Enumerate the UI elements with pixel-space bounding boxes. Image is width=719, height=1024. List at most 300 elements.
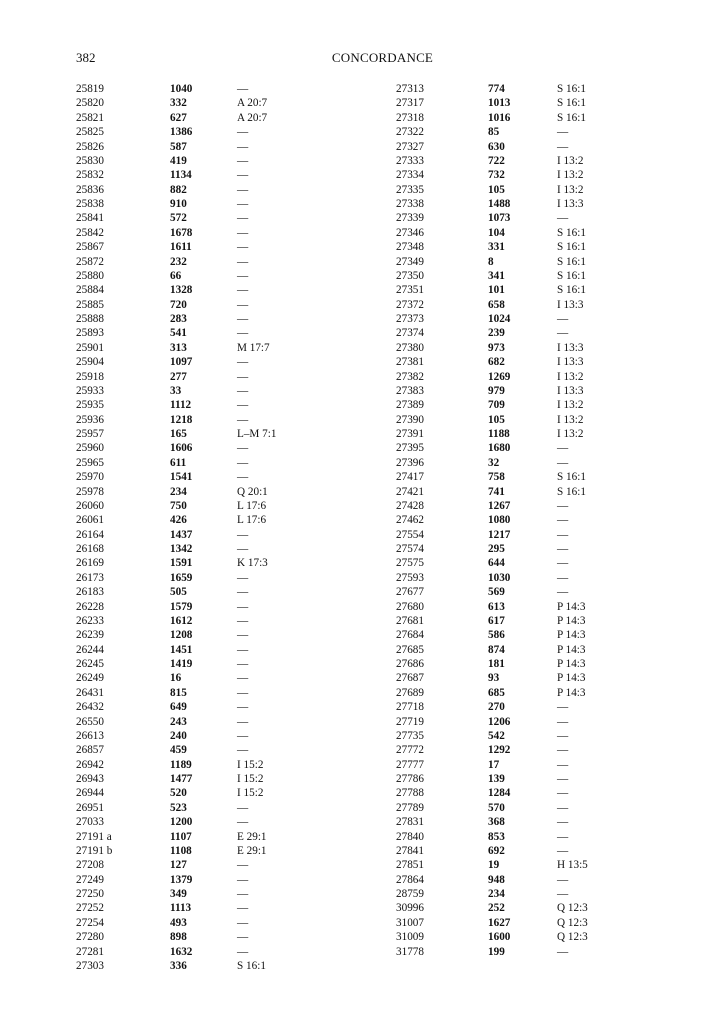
- entry-number: 587: [170, 140, 187, 153]
- reference: —: [237, 154, 249, 167]
- inventory-number: 26550: [76, 715, 104, 728]
- reference: —: [557, 816, 569, 829]
- entry-number: 853: [488, 830, 505, 843]
- entry-number: 1419: [170, 658, 193, 670]
- entry-number: 1284: [488, 787, 511, 800]
- inventory-number: 27349: [396, 255, 424, 268]
- inventory-number: 25888: [76, 313, 104, 325]
- reference: —: [557, 313, 569, 325]
- entry-number: 368: [488, 816, 505, 829]
- reference: S 16:1: [557, 471, 586, 484]
- entry-number: 1386: [170, 126, 193, 139]
- reference: P 14:3: [557, 658, 586, 670]
- entry-number: 1680: [488, 442, 511, 455]
- entry-number: 1678: [170, 226, 193, 239]
- inventory-number: 25838: [76, 198, 104, 210]
- entry-number: 979: [488, 384, 505, 397]
- inventory-number: 25842: [76, 226, 104, 239]
- inventory-number: 25884: [76, 284, 104, 297]
- entry-number: 1217: [488, 528, 511, 541]
- inventory-number: 27428: [396, 499, 424, 512]
- reference: P 14:3: [557, 600, 586, 613]
- inventory-number: 25901: [76, 341, 104, 354]
- reference: —: [237, 672, 249, 685]
- entry-number: 341: [488, 269, 505, 282]
- reference: —: [237, 902, 249, 915]
- entry-number: 774: [488, 83, 505, 95]
- entry-number: 709: [488, 399, 505, 412]
- entry-number: 105: [488, 183, 505, 196]
- entry-number: 973: [488, 341, 505, 354]
- entry-number: 1632: [170, 945, 193, 958]
- entry-number: 1267: [488, 499, 511, 512]
- entry-number: 252: [488, 902, 505, 915]
- entry-number: 630: [488, 140, 505, 153]
- inventory-number: 27840: [396, 830, 424, 843]
- entry-number: 732: [488, 169, 505, 182]
- reference: S 16:1: [557, 255, 586, 268]
- inventory-number: 27346: [396, 226, 424, 239]
- reference: —: [237, 370, 249, 383]
- inventory-number: 26944: [76, 787, 104, 800]
- entry-number: 692: [488, 844, 505, 857]
- reference: —: [557, 844, 569, 857]
- inventory-number: 27348: [396, 241, 424, 254]
- reference: —: [557, 557, 569, 570]
- reference: —: [557, 773, 569, 785]
- inventory-number: 27575: [396, 557, 424, 570]
- entry-number: 1218: [170, 413, 193, 426]
- inventory-number: 25841: [76, 212, 104, 225]
- reference: I 13:2: [557, 428, 584, 440]
- inventory-number: 27719: [396, 715, 424, 728]
- entry-number: 1488: [488, 198, 511, 210]
- inventory-number: 27677: [396, 586, 424, 599]
- inventory-number: 27317: [396, 97, 424, 110]
- entry-number: 948: [488, 873, 505, 886]
- reference: I 13:3: [557, 198, 584, 210]
- inventory-number: 25935: [76, 399, 104, 412]
- entry-number: 17: [488, 758, 500, 771]
- inventory-number: 25936: [76, 413, 104, 426]
- entry-number: 523: [170, 801, 187, 814]
- entry-number: 542: [488, 729, 505, 742]
- reference: —: [237, 945, 249, 958]
- inventory-number: 25960: [76, 442, 104, 455]
- entry-number: 1342: [170, 543, 193, 555]
- inventory-number: 27350: [396, 269, 424, 282]
- reference: L–M 7:1: [237, 428, 277, 440]
- entry-number: 283: [170, 313, 187, 325]
- reference: —: [237, 744, 249, 757]
- entry-number: 234: [170, 485, 187, 498]
- reference: P 14:3: [557, 686, 586, 699]
- entry-number: 33: [170, 384, 182, 397]
- reference: —: [237, 859, 249, 872]
- inventory-number: 26613: [76, 729, 104, 742]
- reference: —: [237, 543, 249, 555]
- entry-number: 313: [170, 341, 187, 354]
- reference: —: [557, 140, 569, 153]
- reference: —: [237, 183, 249, 196]
- inventory-number: 26239: [76, 629, 104, 642]
- inventory-number: 31009: [396, 931, 424, 944]
- entry-number: 1269: [488, 370, 511, 383]
- inventory-number: 25918: [76, 370, 104, 383]
- reference: L 17:6: [237, 499, 267, 512]
- entry-number: 569: [488, 586, 505, 599]
- entry-number: 1659: [170, 571, 193, 584]
- inventory-number: 27786: [396, 773, 424, 785]
- inventory-number: 25821: [76, 111, 104, 124]
- reference: —: [237, 643, 249, 656]
- reference: —: [237, 456, 249, 469]
- reference: S 16:1: [557, 226, 586, 239]
- reference: I 13:3: [557, 298, 584, 311]
- entry-number: 165: [170, 428, 187, 440]
- reference: M 17:7: [237, 341, 270, 354]
- entry-number: 1612: [170, 614, 193, 627]
- entry-number: 85: [488, 126, 500, 139]
- reference: —: [557, 456, 569, 469]
- inventory-number: 27680: [396, 600, 424, 613]
- reference: Q 12:3: [557, 902, 588, 915]
- entry-number: 1208: [170, 629, 193, 642]
- reference: —: [237, 126, 249, 139]
- reference: —: [237, 888, 249, 900]
- inventory-number: 26942: [76, 758, 104, 771]
- entry-number: 1024: [488, 313, 511, 325]
- inventory-number: 27417: [396, 471, 424, 484]
- reference: A 20:7: [237, 111, 268, 124]
- reference: —: [557, 801, 569, 814]
- inventory-number: 27831: [396, 816, 424, 829]
- inventory-number: 26169: [76, 557, 104, 570]
- reference: —: [237, 686, 249, 699]
- entry-number: 349: [170, 888, 187, 900]
- entry-number: 199: [488, 945, 505, 958]
- inventory-number: 27395: [396, 442, 424, 455]
- entry-number: 1108: [170, 844, 192, 857]
- inventory-number: 25832: [76, 169, 104, 182]
- inventory-number: 27318: [396, 111, 424, 124]
- inventory-number: 27372: [396, 298, 424, 311]
- entry-number: 1606: [170, 442, 193, 455]
- inventory-number: 27684: [396, 629, 424, 642]
- inventory-number: 25826: [76, 140, 104, 153]
- entry-number: 32: [488, 456, 500, 469]
- inventory-number: 26432: [76, 701, 104, 714]
- inventory-number: 25880: [76, 269, 104, 282]
- inventory-number: 27191 b: [76, 844, 113, 857]
- reference: —: [237, 284, 249, 297]
- inventory-number: 27351: [396, 284, 424, 297]
- inventory-number: 31007: [396, 916, 424, 929]
- entry-number: 1188: [488, 428, 510, 440]
- entry-number: 649: [170, 701, 187, 714]
- inventory-number: 26183: [76, 586, 104, 599]
- reference: —: [237, 169, 249, 182]
- reference: —: [237, 715, 249, 728]
- reference: —: [237, 399, 249, 412]
- inventory-number: 27322: [396, 126, 424, 139]
- entry-number: 1016: [488, 111, 511, 124]
- entry-number: 572: [170, 212, 187, 225]
- reference: I 13:3: [557, 356, 584, 369]
- entry-number: 66: [170, 269, 182, 282]
- inventory-number: 27687: [396, 672, 424, 685]
- inventory-number: 27554: [396, 528, 424, 541]
- inventory-number: 27339: [396, 212, 424, 225]
- inventory-number: 25819: [76, 83, 104, 95]
- entry-number: 332: [170, 97, 187, 110]
- reference: —: [237, 873, 249, 886]
- entry-number: 1591: [170, 557, 193, 570]
- inventory-number: 27281: [76, 945, 104, 958]
- reference: —: [237, 931, 249, 944]
- reference: —: [237, 471, 249, 484]
- entry-number: 234: [488, 888, 505, 900]
- inventory-number: 27851: [396, 859, 424, 872]
- entry-number: 520: [170, 787, 187, 800]
- inventory-number: 27335: [396, 183, 424, 196]
- inventory-number: 25825: [76, 126, 104, 139]
- reference: S 16:1: [557, 111, 586, 124]
- inventory-number: 25867: [76, 241, 104, 254]
- reference: —: [237, 571, 249, 584]
- reference: H 13:5: [557, 859, 588, 872]
- reference: —: [237, 140, 249, 153]
- entry-number: 270: [488, 701, 505, 714]
- reference: —: [237, 442, 249, 455]
- reference: S 16:1: [557, 97, 586, 110]
- inventory-number: 27381: [396, 356, 424, 369]
- inventory-number: 27735: [396, 729, 424, 742]
- inventory-number: 27864: [396, 873, 424, 886]
- entry-number: 1600: [488, 931, 511, 944]
- entry-number: 1627: [488, 916, 511, 929]
- entry-number: 541: [170, 327, 187, 340]
- entry-number: 419: [170, 154, 187, 167]
- reference: —: [237, 269, 249, 282]
- reference: —: [557, 758, 569, 771]
- entry-number: 1477: [170, 773, 193, 785]
- entry-number: 459: [170, 744, 187, 757]
- reference: E 29:1: [237, 830, 267, 843]
- inventory-number: 26244: [76, 643, 104, 656]
- inventory-number: 25885: [76, 298, 104, 311]
- inventory-number: 27389: [396, 399, 424, 412]
- reference: —: [557, 442, 569, 455]
- entry-number: 644: [488, 557, 505, 570]
- inventory-number: 25830: [76, 154, 104, 167]
- inventory-number: 27250: [76, 888, 104, 900]
- reference: —: [557, 528, 569, 541]
- inventory-number: 27208: [76, 859, 104, 872]
- inventory-number: 27390: [396, 413, 424, 426]
- entry-number: 1097: [170, 356, 193, 369]
- entry-number: 239: [488, 327, 505, 340]
- entry-number: 295: [488, 543, 505, 555]
- entry-number: 1437: [170, 528, 193, 541]
- entry-number: 1134: [170, 169, 192, 182]
- inventory-number: 27033: [76, 816, 104, 829]
- inventory-number: 25893: [76, 327, 104, 340]
- entry-number: 1189: [170, 758, 192, 771]
- entry-number: 493: [170, 916, 187, 929]
- entry-number: 331: [488, 241, 505, 254]
- reference: —: [237, 198, 249, 210]
- entry-number: 1040: [170, 83, 193, 95]
- reference: —: [237, 916, 249, 929]
- inventory-number: 27686: [396, 658, 424, 670]
- entry-number: 910: [170, 198, 187, 210]
- reference: I 13:2: [557, 169, 584, 182]
- entry-number: 1107: [170, 830, 192, 843]
- reference: —: [557, 787, 569, 800]
- entry-number: 658: [488, 298, 505, 311]
- entry-number: 505: [170, 586, 187, 599]
- reference: —: [237, 729, 249, 742]
- reference: —: [237, 327, 249, 340]
- reference: L 17:6: [237, 514, 267, 527]
- inventory-number: 27374: [396, 327, 424, 340]
- entry-number: 1030: [488, 571, 511, 584]
- inventory-number: 25978: [76, 485, 104, 498]
- reference: P 14:3: [557, 672, 586, 685]
- reference: K 17:3: [237, 557, 268, 570]
- reference: Q 20:1: [237, 485, 268, 498]
- entry-number: 750: [170, 499, 187, 512]
- entry-number: 277: [170, 370, 187, 383]
- reference: —: [237, 384, 249, 397]
- inventory-number: 25904: [76, 356, 104, 369]
- reference: —: [237, 413, 249, 426]
- entry-number: 139: [488, 773, 505, 785]
- entry-number: 682: [488, 356, 505, 369]
- entry-number: 1579: [170, 600, 193, 613]
- reference: E 29:1: [237, 844, 267, 857]
- entry-number: 741: [488, 485, 505, 498]
- reference: —: [557, 715, 569, 728]
- inventory-number: 25957: [76, 428, 104, 440]
- reference: I 15:2: [237, 773, 264, 785]
- reference: —: [237, 241, 249, 254]
- entry-number: 1292: [488, 744, 511, 757]
- entry-number: 243: [170, 715, 187, 728]
- reference: I 13:3: [557, 341, 584, 354]
- reference: I 15:2: [237, 758, 264, 771]
- inventory-number: 27772: [396, 744, 424, 757]
- reference: I 13:2: [557, 183, 584, 196]
- reference: —: [237, 226, 249, 239]
- entry-number: 685: [488, 686, 505, 699]
- reference: —: [557, 945, 569, 958]
- entry-number: 336: [170, 959, 187, 972]
- entry-number: 1113: [170, 902, 192, 915]
- inventory-number: 27303: [76, 959, 104, 972]
- entry-number: 613: [488, 600, 505, 613]
- reference: P 14:3: [557, 643, 586, 656]
- reference: —: [237, 614, 249, 627]
- entry-number: 1611: [170, 241, 192, 254]
- inventory-number: 27421: [396, 485, 424, 498]
- entry-number: 1451: [170, 643, 193, 656]
- inventory-number: 25836: [76, 183, 104, 196]
- inventory-number: 31778: [396, 945, 424, 958]
- entry-number: 127: [170, 859, 187, 872]
- reference: —: [237, 212, 249, 225]
- reference: I 13:3: [557, 384, 584, 397]
- inventory-number: 27191 a: [76, 830, 112, 843]
- reference: —: [237, 298, 249, 311]
- inventory-number: 27280: [76, 931, 104, 944]
- reference: —: [557, 212, 569, 225]
- inventory-number: 26245: [76, 658, 104, 670]
- inventory-number: 26061: [76, 514, 104, 527]
- inventory-number: 27718: [396, 701, 424, 714]
- inventory-number: 26857: [76, 744, 104, 757]
- reference: —: [557, 543, 569, 555]
- reference: —: [237, 816, 249, 829]
- entry-number: 874: [488, 643, 505, 656]
- reference: —: [237, 658, 249, 670]
- reference: —: [237, 83, 249, 95]
- reference: —: [557, 586, 569, 599]
- inventory-number: 27254: [76, 916, 104, 929]
- inventory-number: 30996: [396, 902, 424, 915]
- entry-number: 722: [488, 154, 505, 167]
- reference: —: [557, 126, 569, 139]
- inventory-number: 28759: [396, 888, 424, 900]
- reference: I 13:2: [557, 370, 584, 383]
- inventory-number: 26951: [76, 801, 104, 814]
- inventory-number: 26249: [76, 672, 104, 685]
- inventory-number: 26060: [76, 499, 104, 512]
- inventory-number: 26168: [76, 543, 104, 555]
- reference: —: [557, 729, 569, 742]
- reference: Q 12:3: [557, 916, 588, 929]
- inventory-number: 27333: [396, 154, 424, 167]
- reference: S 16:1: [557, 269, 586, 282]
- entry-number: 1080: [488, 514, 511, 527]
- page-number: 382: [76, 50, 96, 65]
- reference: —: [237, 255, 249, 268]
- reference: S 16:1: [557, 241, 586, 254]
- reference: —: [557, 327, 569, 340]
- reference: —: [237, 701, 249, 714]
- reference: —: [557, 830, 569, 843]
- entry-number: 1073: [488, 212, 511, 225]
- inventory-number: 27313: [396, 83, 424, 95]
- inventory-number: 27252: [76, 902, 104, 915]
- inventory-number: 27593: [396, 571, 424, 584]
- entry-number: 93: [488, 672, 500, 685]
- reference: —: [557, 571, 569, 584]
- entry-number: 426: [170, 514, 187, 527]
- reference: —: [237, 313, 249, 325]
- entry-number: 16: [170, 672, 182, 685]
- entry-number: 617: [488, 614, 505, 627]
- inventory-number: 26228: [76, 600, 104, 613]
- entry-number: 240: [170, 729, 187, 742]
- entry-number: 611: [170, 456, 187, 469]
- inventory-number: 27338: [396, 198, 424, 210]
- reference: I 13:2: [557, 399, 584, 412]
- entry-number: 19: [488, 859, 500, 872]
- entry-number: 1541: [170, 471, 193, 484]
- inventory-number: 27380: [396, 341, 424, 354]
